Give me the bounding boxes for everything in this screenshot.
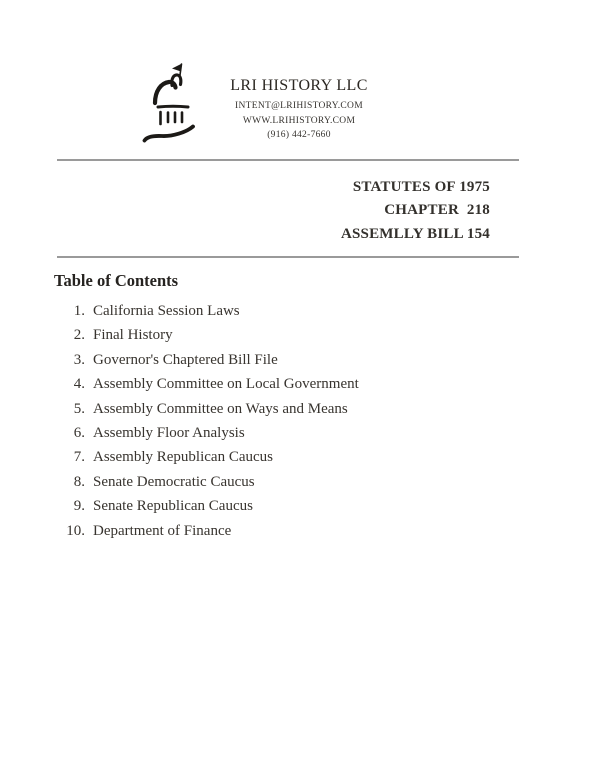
- statute-reference-block: [58, 176, 490, 246]
- chapter-line: CHAPTER 218: [384, 202, 490, 219]
- toc-item: [54, 372, 359, 396]
- company-phone: (916) 442-7660: [267, 130, 331, 141]
- assembly-bill-line: ASSEMLLY BILL 154: [340, 225, 490, 242]
- toc-item-number: 6.: [73, 425, 85, 442]
- toc-item: [54, 421, 359, 445]
- toc-item: [54, 494, 359, 518]
- company-email: INTENT@LRIHISTORY.COM: [235, 101, 363, 111]
- toc-item-label: Department of Finance: [93, 522, 232, 539]
- toc-item-label: Assembly Committee on Ways and Means: [93, 400, 348, 417]
- toc-item: [54, 397, 359, 421]
- statutes-line: STATUTES OF 1975: [352, 179, 490, 195]
- toc-item: [54, 323, 359, 347]
- toc-item-label: Senate Democratic Caucus: [93, 473, 255, 490]
- toc-item-number: 7.: [73, 449, 85, 466]
- toc-item: [54, 519, 359, 543]
- toc-item-label: Final History: [93, 327, 173, 344]
- toc-list: [54, 299, 359, 543]
- toc-item: [54, 299, 359, 323]
- toc-item: [54, 445, 359, 469]
- toc-item-number: 10.: [66, 522, 85, 539]
- divider-bottom: [57, 256, 519, 258]
- toc-item-label: Governor's Chaptered Bill File: [93, 351, 278, 368]
- divider-top: [57, 159, 519, 161]
- toc-item-number: 1.: [73, 303, 85, 319]
- toc-item-number: 3.: [73, 351, 85, 368]
- toc-item-number: 8.: [73, 473, 85, 490]
- toc-title: Table of Contents: [54, 271, 179, 290]
- toc-item-label: Assembly Floor Analysis: [93, 425, 245, 442]
- company-name: LRI HISTORY LLC: [230, 77, 368, 94]
- capitol-dome-logo: [142, 56, 198, 144]
- toc-item-label: Senate Republican Caucus: [93, 498, 253, 515]
- company-website: WWW.LRIHISTORY.COM: [242, 115, 356, 126]
- toc-item-number: 5.: [73, 400, 85, 417]
- toc-item-number: 4.: [73, 376, 85, 393]
- toc-item: [54, 348, 359, 372]
- toc-item-label: California Session Laws: [93, 303, 240, 319]
- toc-item-number: 9.: [73, 498, 85, 515]
- letterhead: [203, 77, 395, 143]
- toc-item-number: 2.: [73, 327, 85, 344]
- toc-item: [54, 470, 359, 494]
- toc-item-label: Assembly Committee on Local Government: [93, 376, 359, 393]
- toc-item-label: Assembly Republican Caucus: [93, 449, 273, 466]
